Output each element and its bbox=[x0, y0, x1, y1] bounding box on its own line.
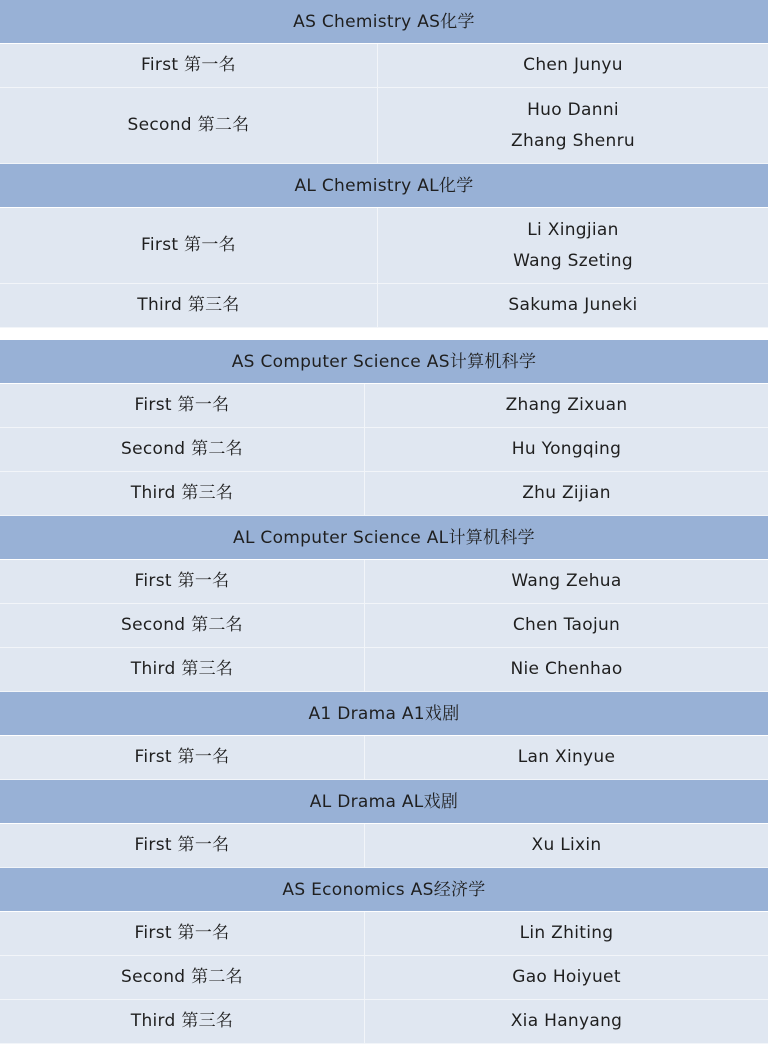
winner-cell bbox=[365, 428, 768, 471]
rank-cell bbox=[0, 824, 365, 867]
section-header: AL Chemistry AL化学 bbox=[0, 164, 768, 208]
table-row bbox=[0, 560, 768, 604]
table-row bbox=[0, 912, 768, 956]
winner-cell bbox=[378, 208, 768, 283]
rank-label: First 第一名 bbox=[134, 923, 230, 943]
rank-cell bbox=[0, 428, 365, 471]
rank-label: First 第一名 bbox=[134, 835, 230, 855]
winner-name: Xu Lixin bbox=[531, 835, 602, 855]
winner-cell bbox=[365, 824, 768, 867]
rank-cell bbox=[0, 472, 365, 515]
winner-name: Chen Taojun bbox=[512, 615, 621, 635]
section-header: A1 Drama A1戏剧 bbox=[0, 692, 768, 736]
rank-cell bbox=[0, 736, 365, 779]
rank-label: Second 第二名 bbox=[127, 115, 250, 135]
winner-cell bbox=[365, 736, 768, 779]
winner-name: Sakuma Juneki bbox=[508, 295, 638, 315]
winner-cell bbox=[365, 956, 768, 999]
rank-label: Third 第三名 bbox=[137, 295, 240, 315]
winner-cell bbox=[365, 1000, 768, 1043]
winner-cell bbox=[378, 44, 768, 87]
rank-label: Third 第三名 bbox=[130, 483, 234, 503]
awards-table-other-subjects bbox=[0, 340, 768, 1044]
rank-cell bbox=[0, 44, 378, 87]
rank-cell bbox=[0, 648, 365, 691]
rank-label: First 第一名 bbox=[134, 395, 230, 415]
winner-cell bbox=[378, 88, 768, 163]
rank-label: First 第一名 bbox=[134, 571, 230, 591]
winner-name: Huo Danni bbox=[527, 99, 619, 120]
table-row bbox=[0, 428, 768, 472]
rank-label: Second 第二名 bbox=[121, 967, 243, 987]
winner-name: Lin Zhiting bbox=[519, 923, 614, 943]
rank-label: Third 第三名 bbox=[130, 659, 234, 679]
table-row bbox=[0, 824, 768, 868]
winner-cell bbox=[365, 912, 768, 955]
table-row bbox=[0, 604, 768, 648]
rank-cell bbox=[0, 560, 365, 603]
winner-name: Gao Hoiyuet bbox=[512, 967, 621, 987]
winner-name: Nie Chenhao bbox=[510, 659, 623, 679]
table-row bbox=[0, 384, 768, 428]
winner-name: Wang Zehua bbox=[511, 571, 622, 591]
section-header: AS Economics AS经济学 bbox=[0, 868, 768, 912]
winner-name: Li Xingjian bbox=[527, 219, 619, 240]
winner-cell bbox=[365, 472, 768, 515]
rank-cell bbox=[0, 384, 365, 427]
rank-cell bbox=[0, 956, 365, 999]
winner-cell bbox=[365, 648, 768, 691]
rank-label: Third 第三名 bbox=[130, 1011, 234, 1031]
rank-label: First 第一名 bbox=[141, 235, 236, 255]
winner-cell bbox=[365, 384, 768, 427]
winner-name: Lan Xinyue bbox=[517, 747, 616, 767]
awards-table-chemistry bbox=[0, 0, 768, 328]
table-row bbox=[0, 284, 768, 328]
rank-label: Second 第二名 bbox=[121, 615, 243, 635]
table-row bbox=[0, 648, 768, 692]
rank-cell bbox=[0, 284, 378, 327]
table-row bbox=[0, 88, 768, 164]
winner-cell bbox=[365, 560, 768, 603]
rank-cell bbox=[0, 88, 378, 163]
table-row bbox=[0, 736, 768, 780]
rank-cell bbox=[0, 912, 365, 955]
winner-cell bbox=[378, 284, 768, 327]
table-row bbox=[0, 208, 768, 284]
section-header: AL Drama AL戏剧 bbox=[0, 780, 768, 824]
table-row bbox=[0, 1000, 768, 1044]
rank-cell bbox=[0, 604, 365, 647]
rank-cell bbox=[0, 1000, 365, 1043]
table-row bbox=[0, 956, 768, 1000]
rank-label: Second 第二名 bbox=[121, 439, 243, 459]
winner-cell bbox=[365, 604, 768, 647]
rank-label: First 第一名 bbox=[141, 55, 236, 75]
table-row bbox=[0, 472, 768, 516]
winner-name: Zhang Shenru bbox=[511, 130, 635, 151]
winner-name: Chen Junyu bbox=[523, 55, 623, 75]
section-header: AS Computer Science AS计算机科学 bbox=[0, 340, 768, 384]
winner-name: Hu Yongqing bbox=[511, 439, 622, 459]
winner-name: Wang Szeting bbox=[513, 250, 633, 271]
rank-label: First 第一名 bbox=[134, 747, 230, 767]
section-header: AS Chemistry AS化学 bbox=[0, 0, 768, 44]
table-row bbox=[0, 44, 768, 88]
section-header: AL Computer Science AL计算机科学 bbox=[0, 516, 768, 560]
winner-name: Zhang Zixuan bbox=[505, 395, 628, 415]
rank-cell bbox=[0, 208, 378, 283]
winner-name: Zhu Zijian bbox=[522, 483, 611, 503]
winner-name: Xia Hanyang bbox=[510, 1011, 623, 1031]
